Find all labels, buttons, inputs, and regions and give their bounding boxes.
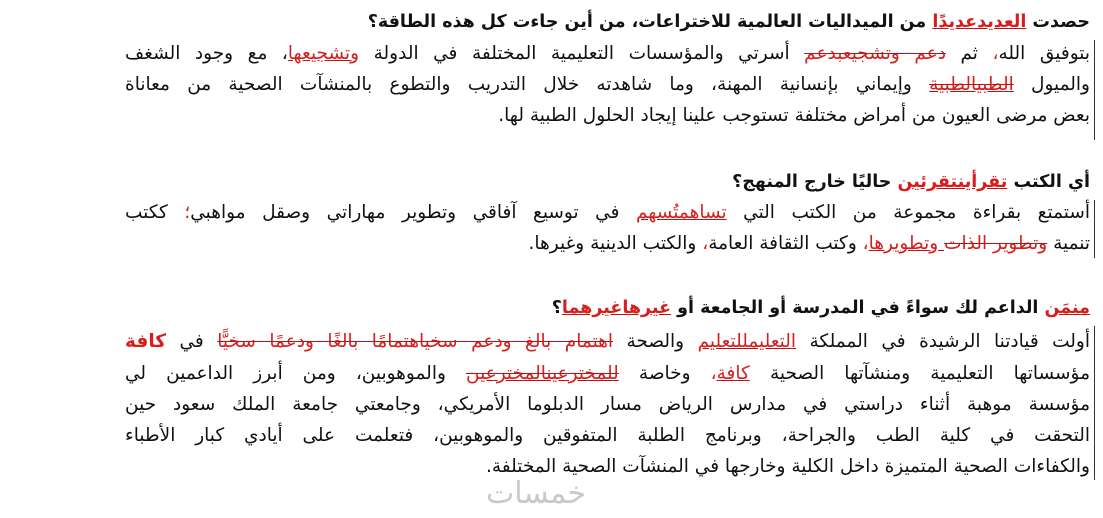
answer-3-line-3[interactable] [125,393,1090,417]
answer-1-line-3[interactable] [498,104,1090,128]
answer-2-line-2[interactable] [529,232,1090,256]
tracked-deletion[interactable]: وتطوير الذات [944,233,1048,254]
answer-1-line-2[interactable] [125,73,1090,97]
tracked-deletion[interactable]: للمخترعينالمخترعين [466,363,619,384]
body-text: والموهوبين، ومن أبرز الداعمين لي [125,363,466,384]
body-text: والصحة [613,331,698,352]
tracked-insertion[interactable]: وتشجيعها [287,43,360,64]
body-text: مؤسسة موهبة أثناء دراستي في مدارس الرياض مسار الدبلوما الأمريكي، وجامعتي جامعة الملك سعود حين [125,394,1090,415]
tracked-insertion[interactable]: العديدعديدًا [932,12,1027,32]
question-text: أي الكتب [1007,172,1090,192]
body-text: مؤسساتها التعليمية ومنشآتها الصحية [749,363,1090,384]
body-text: وكتب الثقافة العامة [708,233,863,254]
question-text: الداعم لك سواءً في المدرسة أو الجامعة أو [671,298,1045,318]
body-text: وخاصة [618,363,711,384]
body-text: ، مع وجود الشغف [125,43,288,64]
answer-2-line-1[interactable] [125,201,1090,225]
tracked-deletion[interactable]: اهتمام بالغ ودعم سخياهتمامًا بالغًا ودعمًا سخيًّا [217,331,614,352]
tracked-insertion[interactable]: تقرأينتقرئين [897,172,1008,192]
body-text: والكفاءات الصحية المتميزة داخل الكلية وخارجها في المنشآت الصحية المختلفة. [486,456,1090,477]
tracked-punctuation: ، [992,43,999,64]
tracked-punctuation: ، [710,363,717,384]
answer-3-line-1[interactable] [125,330,1090,354]
answer-3-line-2[interactable] [125,362,1090,386]
question-1[interactable] [368,10,1090,34]
tracked-deletion[interactable]: الطبيالطبية [929,74,1014,95]
body-text: بتوفيق الله [998,43,1090,64]
tracked-insertion[interactable]: تساهمتُسهم [635,202,727,223]
tracked-punctuation: ؛ [184,202,191,223]
change-bar [1094,326,1095,480]
tracked-punctuation: ، [702,233,709,254]
answer-1-line-1[interactable] [125,42,1090,66]
tracked-insertion[interactable]: منمَن [1044,298,1090,318]
body-text: والكتب الدينية وغيرها. [528,233,703,254]
tracked-insertion[interactable]: وتطويرها [868,233,945,254]
body-text: بعض مرضى العيون من أمراض مختلفة تستوجب علينا إيجاد الحلول الطبية لها. [498,105,1090,126]
body-text: والميول [1013,74,1090,95]
body-text: تنمية [1047,233,1090,254]
answer-3-line-4[interactable] [125,424,1090,448]
body-text: ثم [945,43,993,64]
question-3[interactable] [552,296,1090,320]
body-text: أسرتي والمؤسسات التعليمية المختلفة في الدولة [359,43,805,64]
body-text: ككتب [125,202,185,223]
body-text: أستمتع بقراءة مجموعة من الكتب التي [726,202,1090,223]
tracked-deletion[interactable]: دعم وتشجيعبدعم [804,43,946,64]
body-text: أولت قيادتنا الرشيدة في المملكة [796,331,1090,352]
body-text: في [166,331,218,352]
tracked-insertion[interactable]: كافة [716,363,750,384]
change-bar [1094,40,1095,140]
body-text: وإيماني بإنسانية المهنة، وما شاهدته خلال التدريب والتطوع بالمنشآت الصحية من معاناة [125,74,930,95]
tracked-insertion[interactable]: كافة [125,331,167,352]
tracked-insertion[interactable]: التعليمللتعليم [697,331,797,352]
change-bar [1094,200,1095,258]
question-text: من الميداليات العالمية للاختراعات، من أين جاءت كل هذه الطاقة؟ [367,12,933,32]
tracked-insertion[interactable]: غيرهاغيرهما [561,298,672,318]
question-text: ؟ [551,298,562,318]
body-text: في توسيع آفاقي وتطوير مهاراتي وصقل مواهبي [190,202,636,223]
watermark-logo: خمسات [486,476,587,511]
tracked-punctuation: ، [862,233,869,254]
question-text: حاليًا خارج المنهج؟ [732,172,898,192]
question-2[interactable] [732,170,1090,194]
question-text: حصدت [1026,12,1090,32]
body-text: التحقت في كلية الطب والجراحة، وبرنامج الطلبة المتفوقين والموهوبين، فتعلمت على أيادي كبار الأطباء [125,425,1090,446]
